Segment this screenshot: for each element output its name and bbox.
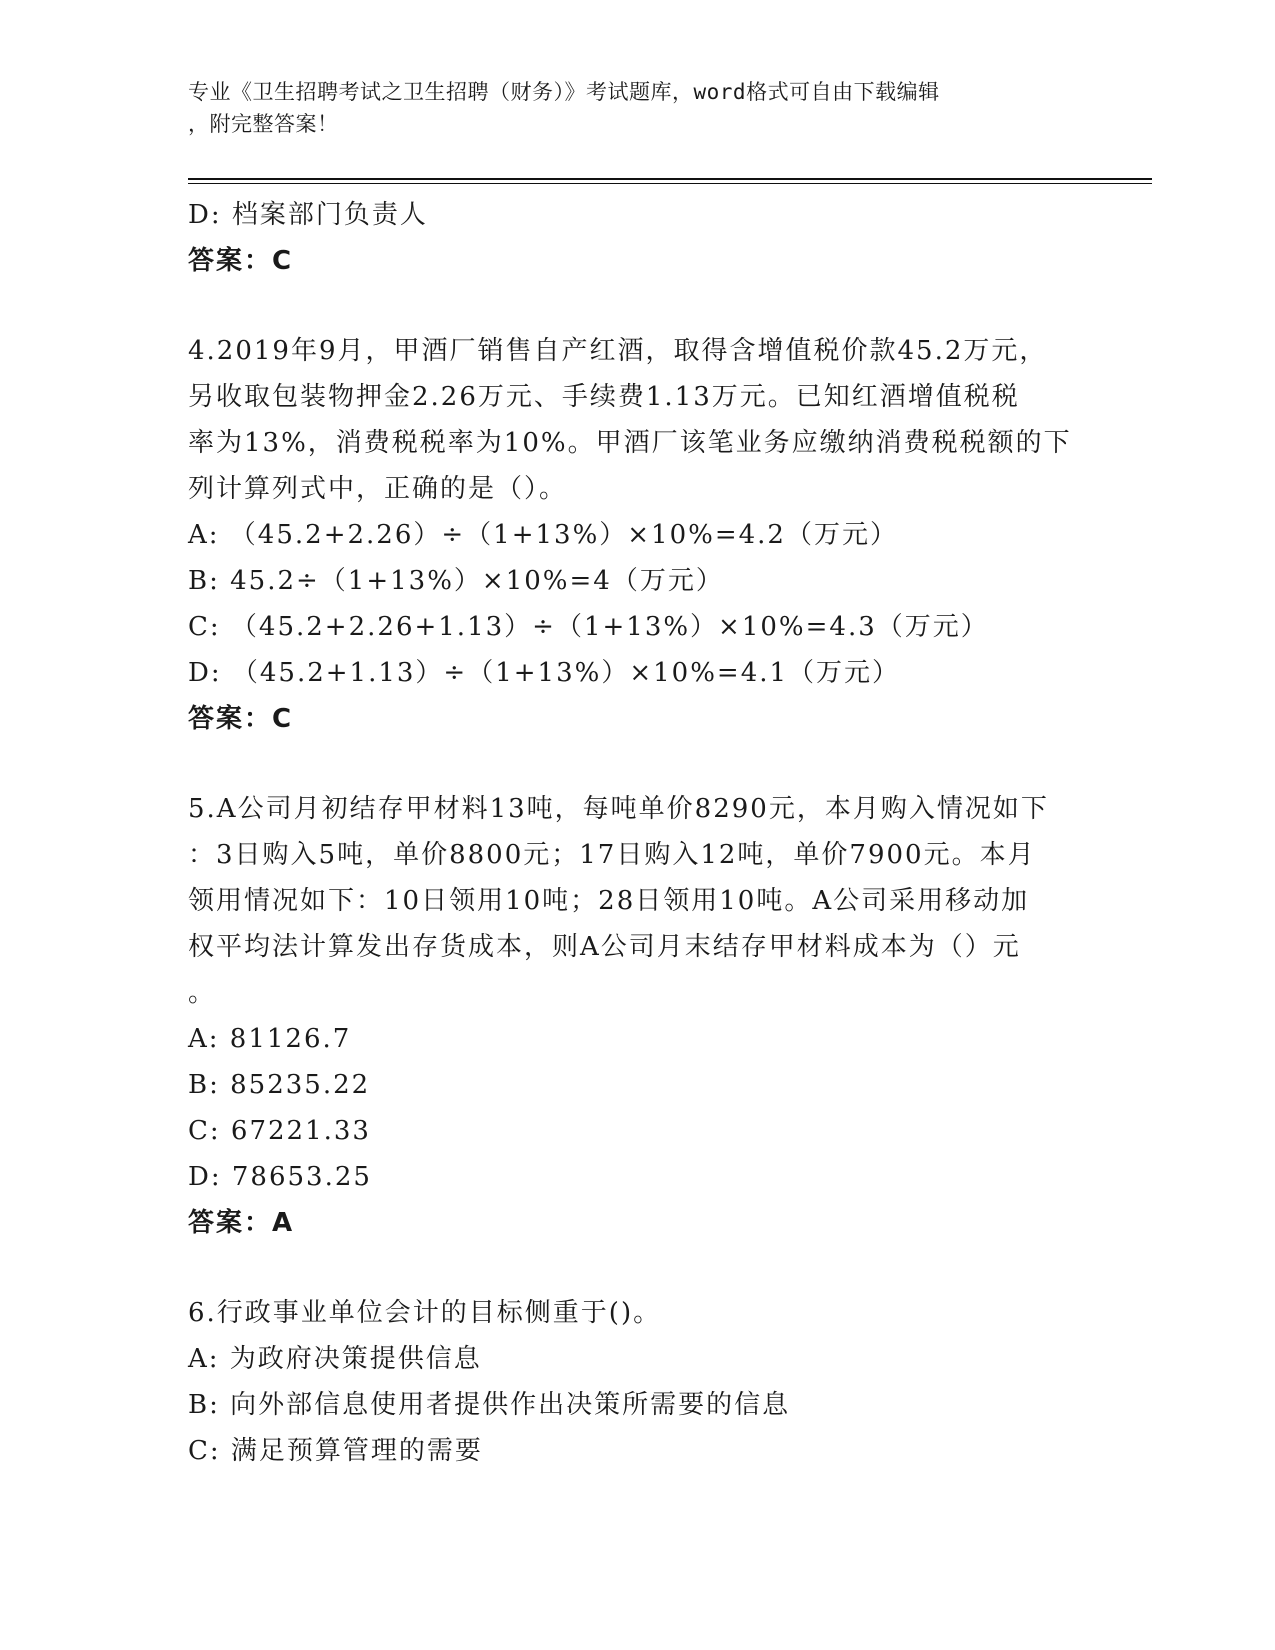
spacer (188, 284, 1088, 328)
document-header (188, 76, 1068, 140)
question-5-option-c: C: 67221.33 (188, 1116, 371, 1146)
question-6-option-b: B: 向外部信息使用者提供作出决策所需要的信息 (188, 1390, 791, 1420)
question-6-option-c: C: 满足预算管理的需要 (188, 1436, 483, 1466)
question-5 (188, 786, 1088, 1246)
question-6 (188, 1290, 1088, 1474)
question-4-stem-line: 4.2019年9月，甲酒厂销售自产红酒，取得含增值税价款45.2万元， (188, 336, 1048, 366)
header-divider-thin (188, 183, 1152, 184)
question-5-option-a: A: 81126.7 (188, 1024, 352, 1054)
question-5-stem-line: ：3日购入5吨，单价8800元；17日购入12吨，单价7900元。本月 (188, 840, 1036, 870)
question-5-option-b: B: 85235.22 (188, 1070, 371, 1100)
header-line-2: ，附完整答案！ (188, 112, 339, 136)
question-5-stem-line: 。 (188, 978, 217, 1008)
question-4-stem-line: 另收取包装物押金2.26万元、手续费1.13万元。已知红酒增值税税 (188, 382, 1020, 412)
document-body (188, 192, 1088, 1474)
question-4-option-d: D: （45.2+1.13）÷（1+13%）×10%=4.1（万元） (188, 658, 901, 688)
question-5-option-d: D: 78653.25 (188, 1162, 372, 1192)
question-4-option-a: A: （45.2+2.26）÷（1+13%）×10%=4.2（万元） (188, 520, 898, 550)
question-4-option-b: B: 45.2÷（1+13%）×10%=4（万元） (188, 566, 724, 596)
spacer (188, 742, 1088, 786)
prev-question-answer: 答案：C (188, 246, 294, 276)
question-4-stem-line: 列计算列式中，正确的是（）。 (188, 474, 568, 504)
question-4 (188, 328, 1088, 742)
question-5-stem-line: 领用情况如下：10日领用10吨；28日领用10吨。A公司采用移动加 (188, 886, 1030, 916)
question-6-stem-line: 6.行政事业单位会计的目标侧重于()。 (188, 1298, 662, 1328)
prev-question-option-d: D: 档案部门负责人 (188, 200, 428, 230)
question-5-stem-line: 权平均法计算发出存货成本，则A公司月末结存甲材料成本为（）元 (188, 932, 1021, 962)
question-5-stem-line: 5.A公司月初结存甲材料13吨，每吨单价8290元，本月购入情况如下 (188, 794, 1049, 824)
spacer (188, 1246, 1088, 1290)
question-6-option-a: A: 为政府决策提供信息 (188, 1344, 482, 1374)
question-4-stem-line: 率为13%，消费税税率为10%。甲酒厂该笔业务应缴纳消费税税额的下 (188, 428, 1072, 458)
question-4-option-c: C: （45.2+2.26+1.13）÷（1+13%）×10%=4.3（万元） (188, 612, 989, 642)
question-4-answer: 答案：C (188, 704, 294, 734)
header-line-1: 专业《卫生招聘考试之卫生招聘（财务）》考试题库，word格式可自由下载编辑 (188, 80, 940, 104)
header-divider-thick (188, 178, 1152, 180)
question-5-answer: 答案：A (188, 1208, 295, 1238)
